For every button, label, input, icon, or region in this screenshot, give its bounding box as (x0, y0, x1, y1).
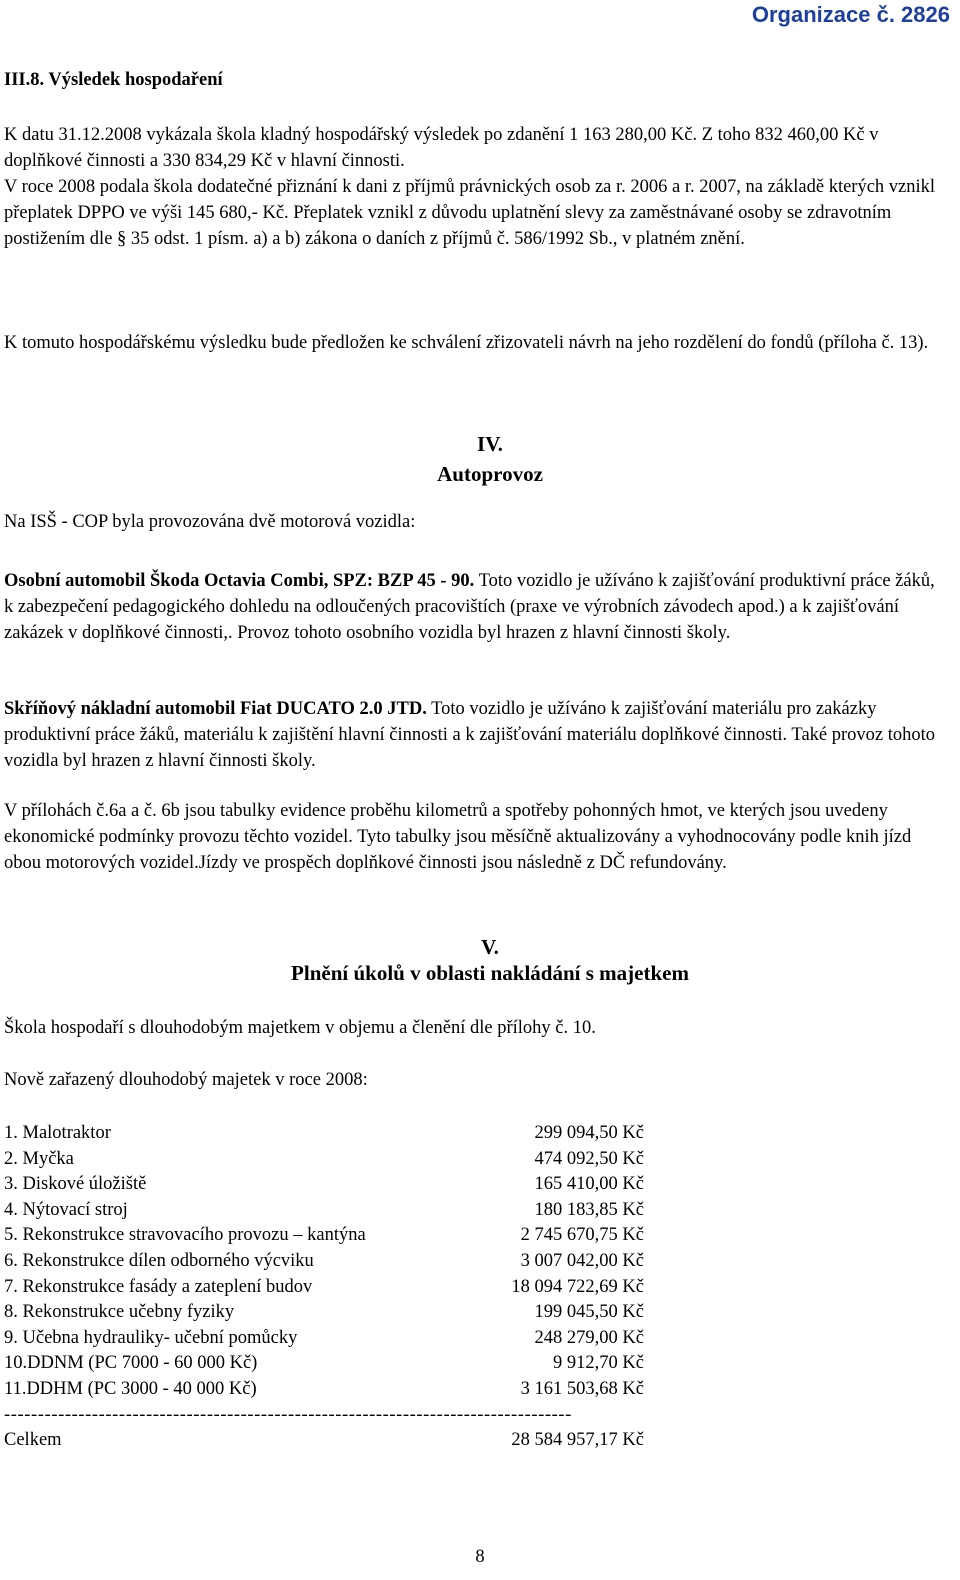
section-title-result: III.8. Výsledek hospodaření (4, 70, 223, 90)
asset-name: 11.DDHM (PC 3000 - 40 000 Kč) (4, 1378, 257, 1399)
vehicles-intro: Na ISŠ - COP byla provozována dvě motorová vozidla: (4, 512, 416, 532)
asset-amount: 299 094,50 Kč (534, 1123, 644, 1143)
table-row (4, 1147, 644, 1173)
car-ducato-text: Toto vozidlo je užíváno k zajišťování materiálu pro zakázky produktivní práce žáků, materiálu k zajištění hlavní činnosti a k zajišťování materiálu doplňkové činnosti. Také provoz tohoto vozidla byl hrazen z hlavní činnosti školy. (4, 699, 936, 771)
asset-name: 9. Učebna hydrauliky- učební pomůcky (4, 1327, 298, 1348)
car-ducato-title: Skříňový nákladní automobil Fiat DUCATO 2.0 JTD. (4, 699, 427, 719)
asset-name: 3. Diskové úložiště (4, 1174, 147, 1195)
total-amount: 28 584 957,17 Kč (511, 1430, 644, 1450)
section-title-property: Plnění úkolů v oblasti nakládání s majetkem (291, 961, 689, 985)
table-row (4, 1121, 644, 1147)
section-number-v: V. (481, 935, 499, 959)
table-row (4, 1300, 644, 1326)
car-octavia-text: Toto vozidlo je užíváno k zajišťování produktivní práce žáků, k zabezpečení pedagogického dohledu na odloučených pracovištích (praxe ve výrobních závodech apod.) a k zajišťování zakázek v doplňkové činnosti,. Provoz tohoto osobního vozidla byl hrazen z hlavní činnosti školy. (4, 571, 935, 643)
asset-name: 8. Rekonstrukce učebny fyziky (4, 1302, 235, 1323)
paragraph-car-octavia (4, 568, 944, 646)
asset-name: 2. Myčka (4, 1148, 74, 1169)
asset-name: 1. Malotraktor (4, 1123, 111, 1143)
table-row (4, 1275, 644, 1301)
asset-amount: 248 279,00 Kč (534, 1327, 644, 1348)
table-row (4, 1223, 644, 1249)
asset-amount: 9 912,70 Kč (553, 1353, 644, 1374)
car-octavia-title: Osobní automobil Škoda Octavia Combi, SPZ: BZP 45 - 90. (4, 571, 475, 591)
paragraph-tax-return: V roce 2008 podala škola dodatečné přiznání k dani z příjmů právnických osob za r. 2006 a r. 2007, na základě kterých vznikl přeplatek DPPO ve výši 145 680,- Kč. Přeplatek vznikl z důvodu uplatnění slevy za zaměstnávané osoby se zdravotním postižením dle § 35 odst. 1 písm. a) a b) zákona o daních z příjmů č. 586/1992 Sb., v platném znění. (4, 177, 936, 249)
asset-amount: 165 410,00 Kč (534, 1174, 644, 1195)
asset-amount: 2 745 670,75 Kč (520, 1225, 644, 1246)
asset-name: 6. Rekonstrukce dílen odborného výcviku (4, 1250, 314, 1271)
asset-name: 7. Rekonstrukce fasády a zateplení budov (4, 1276, 313, 1297)
asset-amount: 474 092,50 Kč (534, 1148, 644, 1169)
asset-amount: 3 007 042,00 Kč (520, 1250, 644, 1271)
table-row (4, 1377, 644, 1403)
asset-name: 5. Rekonstrukce stravovacího provozu – kantýna (4, 1225, 366, 1246)
section-number-iv: IV. (477, 432, 503, 456)
paragraph-property: Škola hospodaří s dlouhodobým majetkem v objemu a členění dle přílohy č. 10. (4, 1018, 596, 1038)
table-row (4, 1198, 644, 1224)
paragraph-distribution: K tomuto hospodářskému výsledku bude předložen ke schválení zřizovateli návrh na jeho rozdělení do fondů (příloha č. 13). (4, 333, 929, 353)
paragraph-logbooks: V přílohách č.6a a č. 6b jsou tabulky evidence proběhu kilometrů a spotřeby pohonných hmot, ve kterých jsou uvedeny ekonomické podmínky provozu těchto vozidel. Tyto tabulky jsou měsíčně aktualizovány a vyhodnocovány podle knih jízd obou motorových vozidel.Jízdy ve prospěch doplňkové činnosti jsou následně z DČ refundovány. (4, 801, 912, 873)
organization-number: Organizace č. 2826 (751, 2, 950, 27)
asset-name: 10.DDNM (PC 7000 - 60 000 Kč) (4, 1353, 258, 1374)
section-title-autoprovoz: Autoprovoz (437, 462, 543, 486)
total-label: Celkem (4, 1430, 62, 1450)
table-row (4, 1351, 644, 1377)
table-row (4, 1326, 644, 1352)
total-separator: ------------------------------------------------------------------------------------ (4, 1405, 572, 1425)
asset-amount: 180 183,85 Kč (534, 1199, 644, 1220)
asset-amount: 18 094 722,69 Kč (511, 1276, 644, 1297)
table-row (4, 1249, 644, 1275)
asset-amount: 3 161 503,68 Kč (520, 1378, 644, 1399)
page-number: 8 (475, 1547, 485, 1567)
table-row (4, 1172, 644, 1198)
paragraph-result: K datu 31.12.2008 vykázala škola kladný hospodářský výsledek po zdanění 1 163 280,00 Kč. Z toho 832 460,00 Kč v doplňkové činnosti a 330 834,29 Kč v hlavní činnosti. (4, 125, 879, 171)
total-row (4, 1430, 644, 1451)
asset-name: 4. Nýtovací stroj (4, 1199, 128, 1220)
paragraph-car-ducato (4, 696, 944, 774)
asset-table (4, 1121, 644, 1403)
paragraph-new-assets: Nově zařazený dlouhodobý majetek v roce 2008: (4, 1070, 368, 1090)
asset-amount: 199 045,50 Kč (534, 1302, 644, 1323)
